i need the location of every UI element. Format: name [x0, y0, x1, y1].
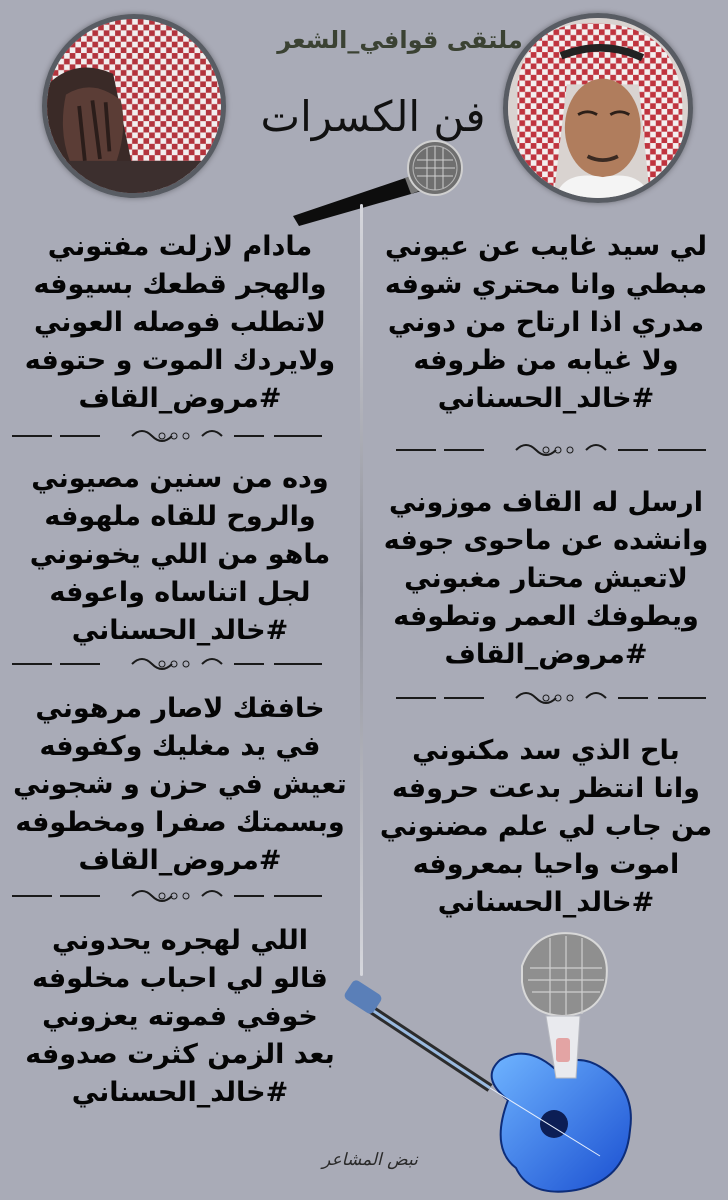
- ornament-divider: [12, 884, 322, 908]
- verse-block: [364, 228, 728, 418]
- ornament-divider: [12, 424, 322, 448]
- portrait-image: [508, 18, 688, 198]
- verse-line: وانشده عن ماحوى جوفه: [383, 525, 709, 556]
- verse-line: وبسمتك صفرا ومخطوفه: [15, 807, 345, 838]
- verse-line: اموت واحيا بمعروفه: [412, 849, 680, 880]
- poet-hashtag: #خالد_الحسناني: [71, 1077, 289, 1108]
- header-subtitle: فن الكسرات: [260, 92, 486, 141]
- verse-line: بعد الزمن كثرت صدوفه: [25, 1039, 335, 1070]
- column-divider: [360, 204, 363, 976]
- verse-line: خافقك لاصار مرهوني: [35, 693, 325, 724]
- verse-line: باح الذي سد مكنوني: [412, 735, 680, 766]
- verse-line: من جاب لي علم مضنوني: [379, 811, 713, 842]
- header-title: ملتقى قوافي_الشعر: [277, 26, 523, 54]
- verse-line: لي سيد غايب عن عيوني: [384, 231, 708, 262]
- poet-hashtag: #مروض_القاف: [444, 639, 648, 670]
- verse-line: والروح للقاه ملهوفه: [44, 501, 316, 532]
- verse-line: ويطوفك العمر وتطوفه: [393, 601, 699, 632]
- footer-signature: نبض المشاعر: [322, 1150, 418, 1170]
- verse-line: ماهو من اللي يخونوني: [29, 539, 331, 570]
- verse-line: مبطي وانا محتري شوفه: [384, 269, 708, 300]
- ornament-divider: [12, 652, 322, 676]
- verse-line: خوفي فموته يعزوني: [42, 1001, 318, 1032]
- verse-line: في يد مغليك وكفوفه: [39, 731, 321, 762]
- verse-line: لجل اتناساه واعوفه: [49, 577, 311, 608]
- avatar-left: [42, 14, 226, 198]
- ornament-divider: [396, 686, 706, 710]
- verse-block: [0, 690, 360, 880]
- poet-hashtag: #خالد_الحسناني: [71, 615, 289, 646]
- verse-line: لاتعيش محتار مغبوني: [404, 563, 688, 594]
- verse-block: [0, 460, 360, 650]
- verse-line: مادام لازلت مفتوني: [47, 231, 313, 262]
- verse-line: لاتطلب فوصله العوني: [33, 307, 327, 338]
- poet-hashtag: #خالد_الحسناني: [437, 887, 655, 918]
- verse-block: [364, 732, 728, 922]
- verse-line: مدري اذا ارتاح من دوني: [387, 307, 705, 338]
- verse-line: اللي لهجره يحدوني: [51, 925, 309, 956]
- verse-line: وانا انتظر بدعت حروفه: [392, 773, 700, 804]
- verse-line: قالو لي احباب مخلوفه: [32, 963, 328, 994]
- poet-hashtag: #مروض_القاف: [78, 383, 282, 414]
- verse-line: ولا غيابه من ظروفه: [413, 345, 679, 376]
- verse-line: وده من سنين مصيوني: [31, 463, 329, 494]
- ornament-divider: [396, 438, 706, 462]
- verse-block: [0, 922, 360, 1112]
- poet-hashtag: #خالد_الحسناني: [437, 383, 655, 414]
- avatar-right: [503, 13, 693, 203]
- verse-block: [0, 228, 360, 418]
- verse-line: تعيش في حزن و شجوني: [13, 769, 347, 800]
- microphone-icon: [287, 138, 465, 228]
- shemagh-hand-image: [47, 19, 221, 193]
- poet-hashtag: #مروض_القاف: [78, 845, 282, 876]
- verse-line: والهجر قطعك بسيوفه: [33, 269, 327, 300]
- verse-block: [364, 484, 728, 674]
- verse-line: ارسل له القاف موزوني: [389, 487, 703, 518]
- verse-line: ولايردك الموت و حتوفه: [24, 345, 336, 376]
